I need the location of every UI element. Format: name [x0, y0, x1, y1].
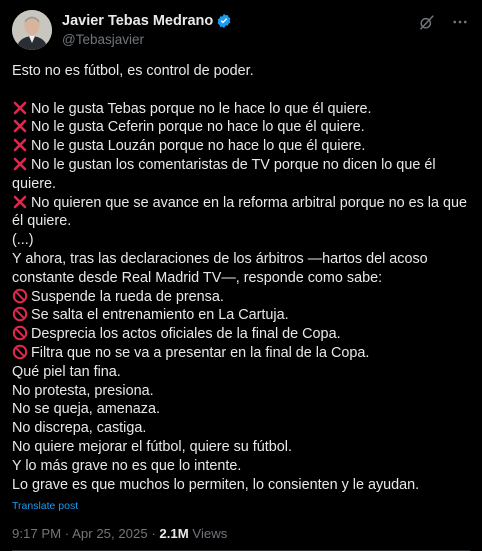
- cross-mark-icon: [12, 118, 28, 134]
- name-row: [62, 12, 232, 30]
- tweet-line-text: Se salta el entrenamiento en La Cartuja.: [31, 307, 289, 324]
- tweet-line: [12, 250, 470, 269]
- tweet-line: [12, 438, 470, 457]
- tweet-line: [12, 175, 470, 194]
- cross-mark-icon: [12, 100, 28, 116]
- tweet-line-text: Qué piel tan fina.: [12, 363, 121, 380]
- tweet-line: [12, 118, 470, 137]
- tweet-text: [12, 62, 470, 494]
- tweet-line-text: Y lo más grave no es que lo intente.: [12, 457, 242, 474]
- tweet-line-text: quiere.: [12, 175, 57, 192]
- tweet-line-text: constante desde Real Madrid TV—, responde como sabe:: [12, 269, 383, 286]
- tweet-line-text: Esto no es fútbol, es control de poder.: [12, 63, 254, 79]
- tweet-line-text: Lo grave es que muchos lo permiten, lo consienten y le ayudan.: [12, 476, 420, 493]
- header-actions: [416, 10, 470, 32]
- tweet-line-text: Suspende la rueda de prensa.: [31, 288, 224, 305]
- tweet-line-text: No le gustan los comentaristas de TV porque no dicen lo que él: [31, 156, 436, 173]
- tweet-line: [12, 382, 470, 401]
- tweet-line: [12, 419, 470, 438]
- avatar[interactable]: [12, 10, 52, 50]
- tweet-line-text: Filtra que no se va a presentar en la final de la Copa.: [31, 344, 370, 361]
- tweet-line: [12, 400, 470, 419]
- tweet-line-text: No le gusta Ceferin porque no hace lo que él quiere.: [31, 119, 365, 136]
- tweet-line: [12, 137, 470, 156]
- tweet-line: [12, 212, 470, 231]
- tweet-meta: [12, 526, 470, 541]
- verified-badge-icon: [216, 13, 232, 29]
- tweet-line-text: No quieren que se avance en la reforma arbitral porque no es la que: [31, 194, 467, 211]
- meta-separator: ·: [151, 526, 156, 542]
- tweet-line-text: No quiere mejorar el fútbol, quiere su fútbol.: [12, 438, 292, 455]
- cross-mark-icon: [12, 194, 28, 210]
- prohibited-icon: [12, 306, 28, 322]
- more-options-icon[interactable]: [450, 12, 470, 32]
- tweet-line: [12, 306, 470, 325]
- tweet-line-text: No le gusta Louzán porque no hace lo que él quiere.: [31, 138, 366, 155]
- prohibited-icon: [12, 325, 28, 341]
- tweet-line: [12, 363, 470, 382]
- tweet-line: [12, 194, 470, 213]
- display-name[interactable]: Javier Tebas Medrano: [62, 13, 214, 29]
- grok-icon[interactable]: [416, 12, 436, 32]
- tweet-line: [12, 476, 470, 495]
- prohibited-icon: [12, 288, 28, 304]
- tweet-line-text: No se queja, amenaza.: [12, 401, 160, 418]
- avatar-image: [12, 10, 52, 50]
- views-count: 2.1M: [159, 526, 189, 542]
- views-label: Views: [192, 526, 228, 542]
- tweet-line: [12, 81, 470, 100]
- tweet-time[interactable]: 9:17 PM: [12, 526, 62, 542]
- tweet-line: [12, 325, 470, 344]
- tweet-line: [12, 288, 470, 307]
- meta-separator: ·: [64, 526, 70, 542]
- tweet-line-text: No protesta, presiona.: [12, 382, 154, 399]
- tweet-line: [12, 62, 470, 81]
- tweet-line-text: él quiere.: [12, 213, 72, 230]
- cross-mark-icon: [12, 156, 28, 172]
- tweet-line-text: No le gusta Tebas porque no le hace lo que él quiere.: [31, 100, 372, 117]
- translate-post-link[interactable]: Translate post: [12, 500, 79, 513]
- tweet-line: [12, 100, 470, 119]
- tweet-date[interactable]: Apr 25, 2025: [72, 526, 148, 542]
- tweet-header: [12, 10, 470, 50]
- tweet-line-text: (...): [12, 232, 34, 249]
- handle[interactable]: @Tebasjavier: [62, 32, 144, 47]
- cross-mark-icon: [12, 137, 28, 153]
- tweet-line: [12, 156, 470, 175]
- tweet-line: [12, 269, 470, 288]
- tweet-line: [12, 457, 470, 476]
- tweet-line: [12, 344, 470, 363]
- author-info: [62, 10, 232, 47]
- prohibited-icon: [12, 344, 28, 360]
- tweet-line-text: Desprecia los actos oficiales de la final de Copa.: [31, 326, 341, 343]
- tweet-line: [12, 231, 470, 250]
- tweet-line-text: No discrepa, castiga.: [12, 420, 147, 437]
- tweet-line-text: Y ahora, tras las declaraciones de los árbitros —hartos del acoso: [12, 250, 428, 267]
